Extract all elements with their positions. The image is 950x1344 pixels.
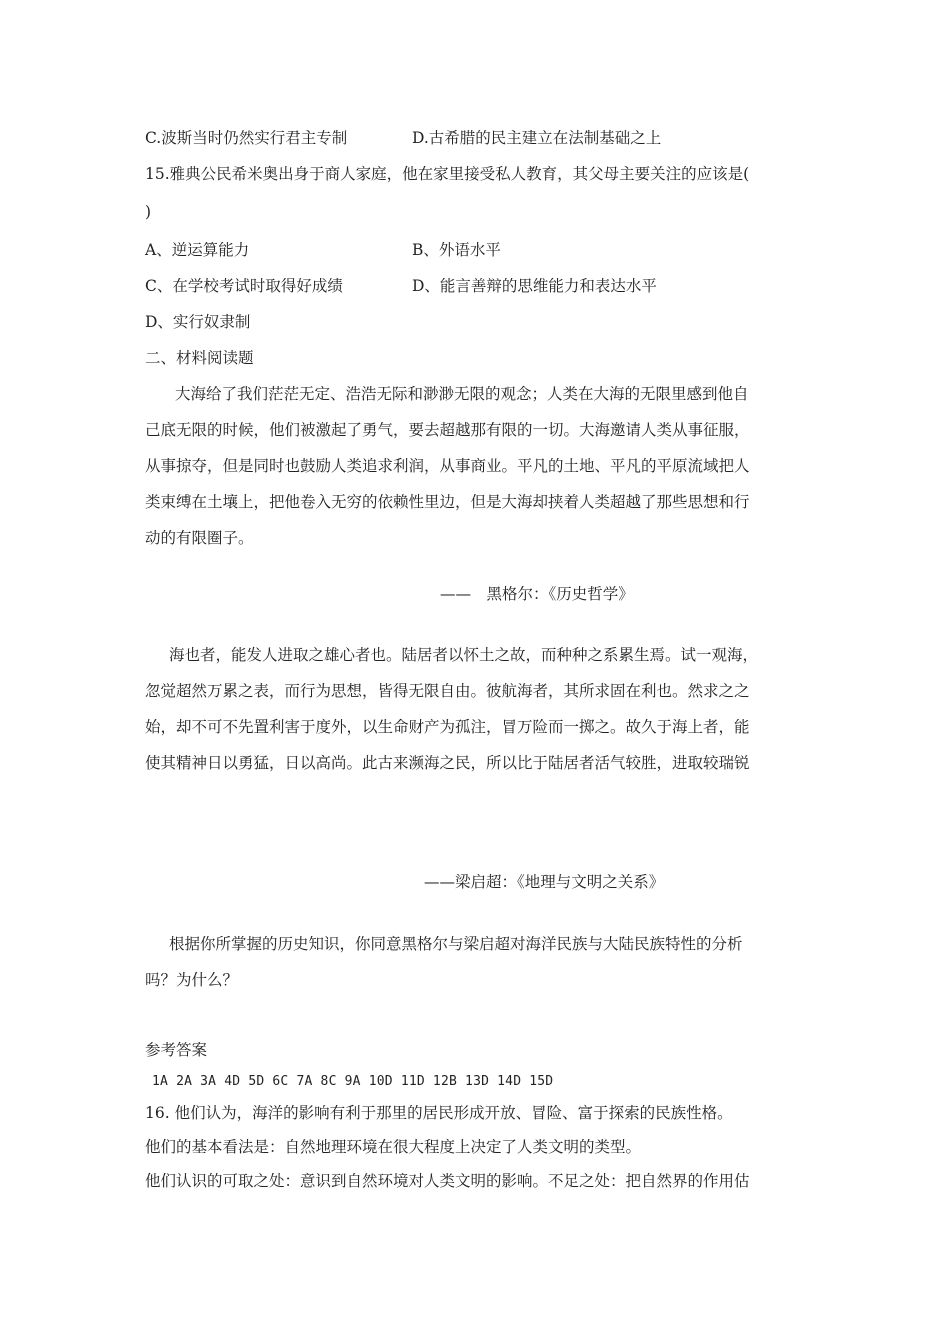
material-1-line: 己底无限的时候，他们被激起了勇气，要去超越那有限的一切。大海邀请人类从事征服， xyxy=(145,421,750,439)
q15-option-c: C、在学校考试时取得好成绩 xyxy=(145,277,343,295)
answer-title: 参考答案 xyxy=(145,1041,208,1059)
material-2-line: 始，却不可不先置利害于度外，以生命财产为孤注，冒万险而一掷之。故久于海上者，能 xyxy=(145,718,750,736)
q15-option-a: A、逆运算能力 xyxy=(145,241,250,259)
answer-16-line: 他们认识的可取之处：意识到自然环境对人类文明的影响。不足之处：把自然界的作用估 xyxy=(145,1172,750,1190)
answer-16 xyxy=(145,1096,810,1198)
material-1-line: 类束缚在土壤上，把他卷入无穷的依赖性里边，但是大海却挟着人类超越了那些思想和行 xyxy=(145,493,750,511)
q14-option-d: D.古希腊的民主建立在法制基础之上 xyxy=(412,129,662,147)
material-2-line: 使其精神日以勇猛，日以高尚。此古来濒海之民，所以比于陆居者活气较胜，进取较瑞锐 xyxy=(145,754,750,772)
q15-stem: 15.雅典公民希米奥出身于商人家庭，他在家里接受私人教育，其父母主要关注的应该是( xyxy=(145,165,750,183)
material-1-line: 从事掠夺，但是同时也鼓励人类追求利润，从事商业。平凡的土地、平凡的平原流域把人 xyxy=(145,457,750,475)
material-1-source: —— 黑格尔：《历史哲学》 xyxy=(440,585,634,603)
answer-16-line: 16. 他们认为，海洋的影响有利于那里的居民形成开放、冒险、富于探索的民族性格。 xyxy=(145,1104,733,1122)
q15-stem-end: ) xyxy=(145,203,152,221)
question-line: 根据你所掌握的历史知识，你同意黑格尔与梁启超对海洋民族与大陆民族特性的分析 xyxy=(169,935,743,953)
material-1-paragraph xyxy=(145,376,810,556)
question-16-prompt xyxy=(145,926,810,998)
material-1-line: 动的有限圈子。 xyxy=(145,529,254,547)
answer-key: 1A 2A 3A 4D 5D 6C 7A 8C 9A 10D 11D 12B 13D 14D 15D xyxy=(152,1074,554,1089)
q14-option-c: C.波斯当时仍然实行君主专制 xyxy=(145,129,348,147)
answer-16-line: 他们的基本看法是：自然地理环境在很大程度上决定了人类文明的类型。 xyxy=(145,1138,642,1156)
section-2-title: 二、材料阅读题 xyxy=(145,349,254,367)
q15-option-b: B、外语水平 xyxy=(412,241,501,259)
question-line: 吗？为什么？ xyxy=(145,971,239,989)
material-2-line: 海也者，能发人进取之雄心者也。陆居者以怀土之故，而种种之系累生焉。试一观海， xyxy=(169,646,759,664)
material-1-line: 大海给了我们茫茫无定、浩浩无际和渺渺无限的观念；人类在大海的无限里感到他自 xyxy=(175,385,749,403)
material-2-line: 忽觉超然万累之表，而行为思想，皆得无限自由。彼航海者，其所求固在利也。然求之之 xyxy=(145,682,750,700)
q15-option-d: D、能言善辩的思维能力和表达水平 xyxy=(412,277,657,295)
q15-option-d2: D、实行奴隶制 xyxy=(145,313,251,331)
material-2-source: ——梁启超：《地理与文明之关系》 xyxy=(424,873,665,891)
material-2-paragraph xyxy=(145,637,810,781)
